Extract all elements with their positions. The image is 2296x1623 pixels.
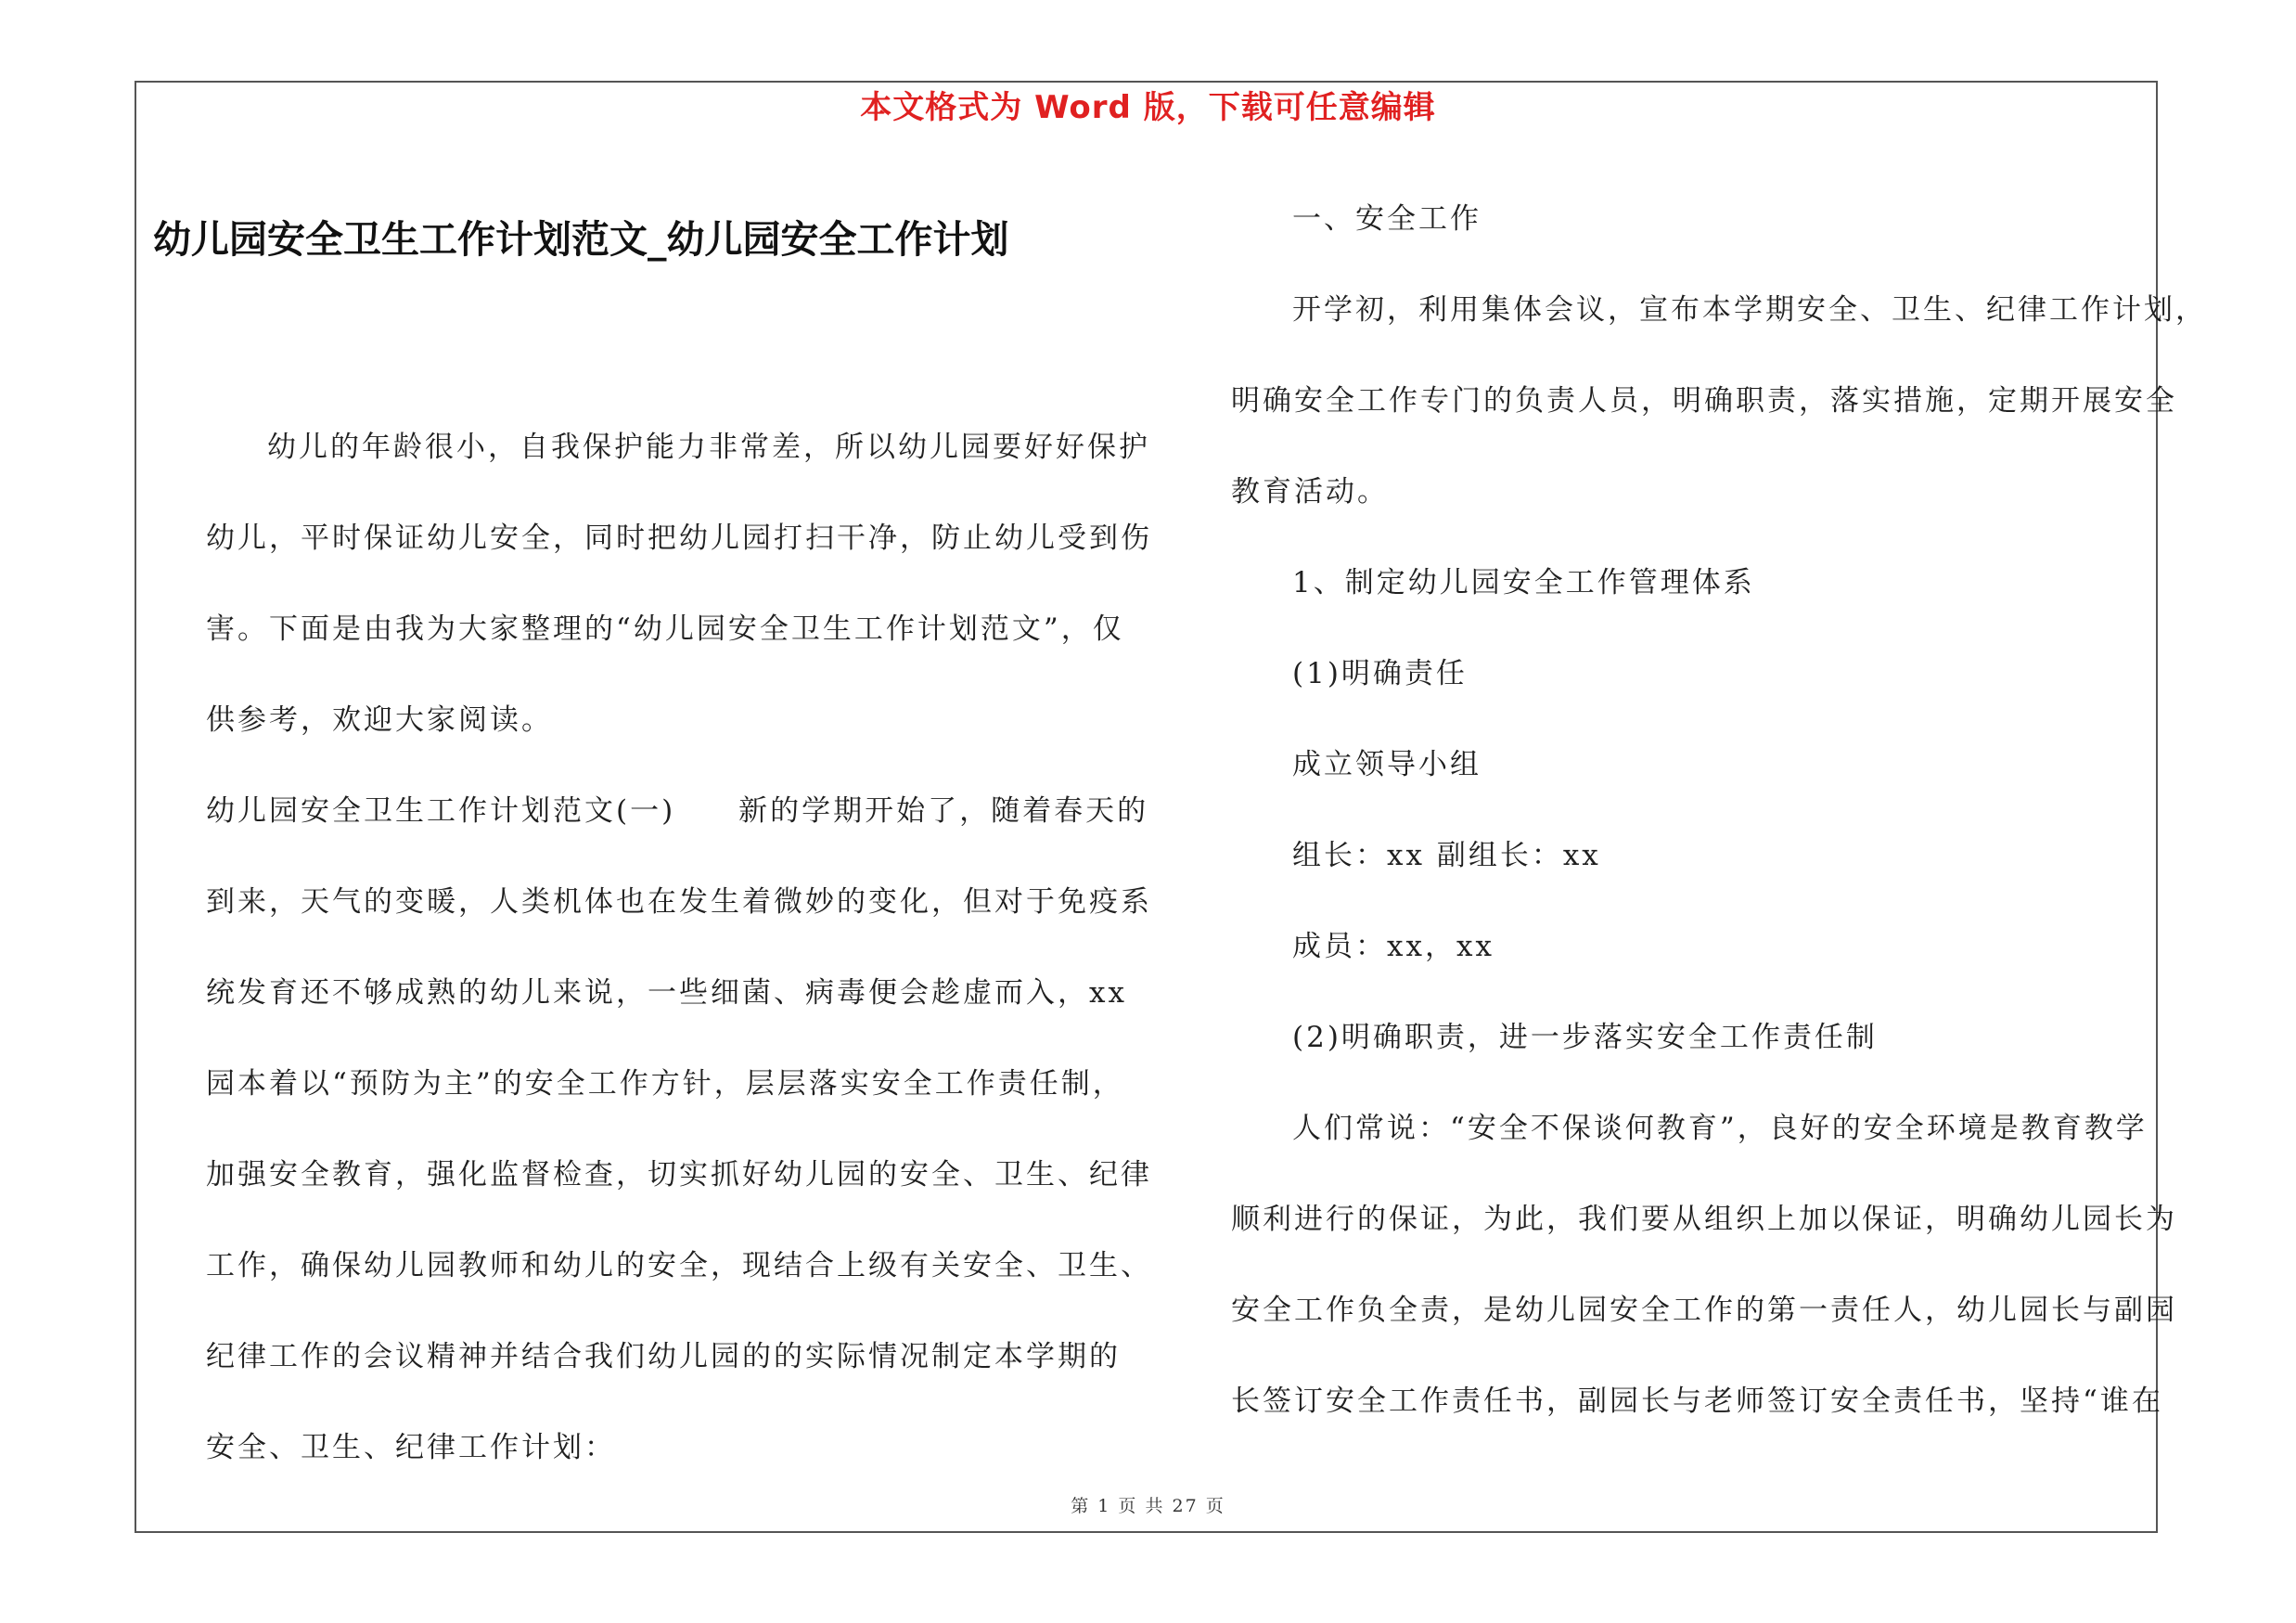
right-paragraph-line: 顺利进行的保证，为此，我们要从组织上加以保证，明确幼儿园长为 [1231,1203,2177,1236]
right-paragraph-line: 明确安全工作专门的负责人员，明确职责，落实措施，定期开展安全 [1231,384,2177,418]
right-subheading: 1、制定幼儿园安全工作管理体系 [1292,566,1755,599]
left-paragraph-line: 害。下面是由我为大家整理的“幼儿园安全卫生工作计划范文”，仅 [206,612,1124,646]
right-paragraph-line: 长签订安全工作责任书，副园长与老师签订安全责任书，坚持“谁在 [1231,1385,2163,1418]
right-paragraph-line: 组长：xx 副组长：xx [1292,839,1601,872]
left-paragraph-line: 幼儿园安全卫生工作计划范文(一) 新的学期开始了，随着春天的 [206,794,1149,828]
document-title: 幼儿园安全卫生工作计划范文_幼儿园安全工作计划 [153,217,1009,262]
right-paragraph-line: 安全工作负全责，是幼儿园安全工作的第一责任人，幼儿园长与副园 [1231,1294,2177,1327]
right-paragraph-line: 成立领导小组 [1292,748,1481,781]
right-paragraph-line: 开学初，利用集体会议，宣布本学期安全、卫生、纪律工作计划， [1292,293,2207,327]
right-subheading: (1)明确责任 [1292,657,1468,690]
page-number-footer: 第 1 页 共 27 页 [1071,1496,1225,1516]
right-paragraph-line: 人们常说：“安全不保谈何教育”，良好的安全环境是教育教学 [1292,1112,2148,1145]
left-paragraph-line: 供参考，欢迎大家阅读。 [206,703,553,737]
left-paragraph-line: 工作，确保幼儿园教师和幼儿的安全，现结合上级有关安全、卫生、 [206,1249,1152,1282]
editable-notice-banner: 本文格式为 Word 版，下载可任意编辑 [860,89,1436,126]
right-subheading: (2)明确职责，进一步落实安全工作责任制 [1292,1021,1878,1054]
left-paragraph-line: 安全、卫生、纪律工作计划： [206,1431,616,1464]
left-paragraph-line: 幼儿，平时保证幼儿安全，同时把幼儿园打扫干净，防止幼儿受到伤 [206,522,1152,555]
left-paragraph-line: 园本着以“预防为主”的安全工作方针，层层落实安全工作责任制， [206,1067,1124,1101]
left-paragraph-line: 统发育还不够成熟的幼儿来说，一些细菌、病毒便会趁虚而入，xx [206,976,1127,1010]
right-section-heading: 一、安全工作 [1292,202,1481,236]
left-paragraph-line: 到来，天气的变暖，人类机体也在发生着微妙的变化，但对于免疫系 [206,885,1152,919]
left-paragraph-line: 幼儿的年龄很小，自我保护能力非常差，所以幼儿园要好好保护 [267,431,1150,464]
left-paragraph-line: 加强安全教育，强化监督检查，切实抓好幼儿园的安全、卫生、纪律 [206,1158,1152,1191]
right-paragraph-line: 成员：xx，xx [1292,930,1494,963]
left-paragraph-line: 纪律工作的会议精神并结合我们幼儿园的的实际情况制定本学期的 [206,1340,1121,1373]
right-paragraph-line: 教育活动。 [1231,475,1389,509]
